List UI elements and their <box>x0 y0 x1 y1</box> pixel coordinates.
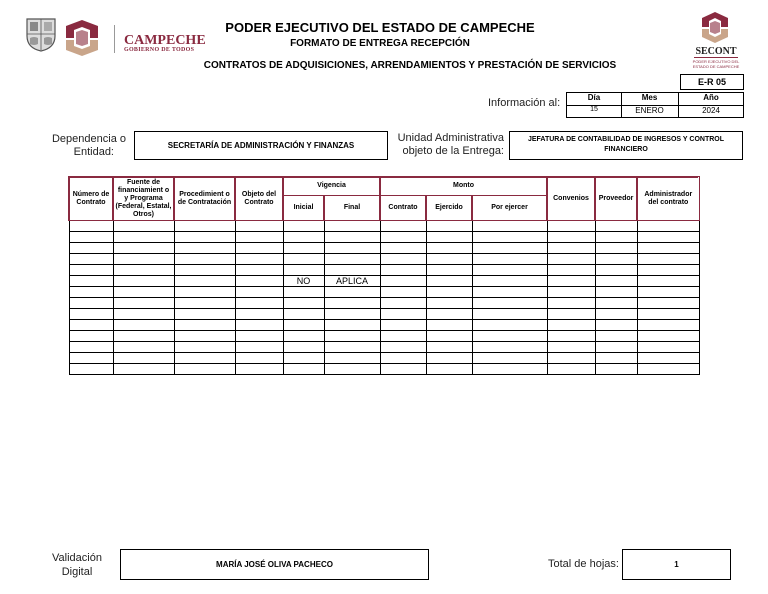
table-cell <box>637 298 699 309</box>
table-cell <box>472 276 547 287</box>
table-cell <box>283 364 324 375</box>
table-cell <box>472 309 547 320</box>
table-cell <box>174 254 235 265</box>
table-cell <box>380 309 426 320</box>
date-box <box>566 92 744 118</box>
table-cell <box>380 254 426 265</box>
table-cell <box>113 342 174 353</box>
table-cell <box>235 298 283 309</box>
table-cell <box>426 309 472 320</box>
page-subtitle: FORMATO DE ENTREGA RECEPCIÓN <box>290 38 470 49</box>
table-cell <box>174 243 235 254</box>
table-cell <box>426 265 472 276</box>
table-cell <box>472 331 547 342</box>
table-row <box>69 331 699 342</box>
table-cell <box>637 276 699 287</box>
table-cell <box>174 298 235 309</box>
table-cell <box>426 276 472 287</box>
table-cell <box>472 342 547 353</box>
col-monto: Monto <box>380 177 547 196</box>
col-convenios: Convenios <box>547 177 595 221</box>
cell-no: NO <box>283 276 324 287</box>
table-cell <box>69 320 113 331</box>
table-cell <box>472 243 547 254</box>
state-shield-logo <box>24 16 58 52</box>
table-cell <box>380 265 426 276</box>
table-row <box>69 309 699 320</box>
table-cell <box>595 320 637 331</box>
table-cell <box>235 287 283 298</box>
table-cell <box>380 232 426 243</box>
logo-divider <box>114 25 115 53</box>
table-row <box>69 232 699 243</box>
table-row <box>69 265 699 276</box>
table-cell <box>69 298 113 309</box>
validacion-label-line2: Digital <box>61 566 93 578</box>
table-cell <box>113 298 174 309</box>
table-cell <box>380 342 426 353</box>
table-cell <box>113 320 174 331</box>
table-cell <box>547 342 595 353</box>
anio-label: Año <box>678 93 744 106</box>
page-title: PODER EJECUTIVO DEL ESTADO DE CAMPECHE <box>225 20 535 35</box>
table-cell <box>595 265 637 276</box>
table-cell <box>547 265 595 276</box>
table-cell <box>472 265 547 276</box>
table-cell <box>637 320 699 331</box>
info-label: Información al: <box>488 97 561 109</box>
table-cell <box>547 243 595 254</box>
col-contrato: Contrato <box>380 196 426 221</box>
total-hojas-field: 1 <box>622 549 731 580</box>
table-cell <box>174 232 235 243</box>
table-cell <box>69 265 113 276</box>
table-row <box>69 243 699 254</box>
table-cell <box>324 287 380 298</box>
table-cell <box>547 309 595 320</box>
table-row <box>69 221 699 232</box>
table-cell <box>324 309 380 320</box>
table-cell <box>235 232 283 243</box>
table-cell <box>595 276 637 287</box>
col-por-ejercer: Por ejercer <box>472 196 547 221</box>
table-row <box>69 353 699 364</box>
table-cell <box>69 353 113 364</box>
col-numero: Número de Contrato <box>69 177 113 221</box>
table-cell <box>174 331 235 342</box>
table-cell <box>472 287 547 298</box>
table-cell <box>174 221 235 232</box>
dependencia-label <box>40 133 126 159</box>
table-cell <box>637 265 699 276</box>
table-cell <box>235 353 283 364</box>
table-cell <box>595 254 637 265</box>
col-fuente: Fuente de financiamient o y Programa (Federal, Estatal, Otros) <box>113 177 174 221</box>
dia-value: 15 <box>567 106 622 118</box>
table-cell <box>547 353 595 364</box>
unidad-label-line1: Unidad Administrativa <box>397 132 504 144</box>
table-cell <box>426 254 472 265</box>
validacion-label-line1: Validación <box>52 552 102 564</box>
table-row <box>69 320 699 331</box>
table-cell <box>426 364 472 375</box>
campeche-logo-icon <box>62 18 102 58</box>
table-cell <box>174 287 235 298</box>
table-cell <box>283 243 324 254</box>
table-cell <box>113 221 174 232</box>
table-cell <box>113 287 174 298</box>
col-inicial: Inicial <box>283 196 324 221</box>
validacion-label <box>40 551 114 579</box>
table-cell <box>235 364 283 375</box>
table-cell <box>113 309 174 320</box>
table-cell <box>69 331 113 342</box>
validacion-field: MARÍA JOSÉ OLIVA PACHECO <box>120 549 429 580</box>
table-cell <box>283 232 324 243</box>
table-cell <box>595 342 637 353</box>
secont-subtitle: PODER EJECUTIVO DEL ESTADO DE CAMPECHE <box>692 59 740 69</box>
table-cell <box>235 243 283 254</box>
table-cell <box>283 221 324 232</box>
col-vigencia: Vigencia <box>283 177 380 196</box>
table-cell <box>174 265 235 276</box>
table-cell <box>380 320 426 331</box>
table-cell <box>283 298 324 309</box>
table-cell <box>380 221 426 232</box>
table-cell <box>595 221 637 232</box>
col-procedimiento: Procedimient o de Contratación <box>174 177 235 221</box>
table-cell <box>113 243 174 254</box>
table-cell <box>472 232 547 243</box>
table-cell <box>69 287 113 298</box>
brand-name: CAMPECHE <box>124 33 206 48</box>
table-cell <box>426 243 472 254</box>
unidad-label <box>394 132 504 158</box>
table-cell <box>283 320 324 331</box>
form-code: E-R 05 <box>680 74 744 90</box>
table-cell <box>426 353 472 364</box>
mes-value: ENERO <box>621 106 679 118</box>
table-cell <box>637 287 699 298</box>
table-cell <box>324 320 380 331</box>
table-cell <box>324 232 380 243</box>
secont-rule <box>694 57 738 58</box>
table-cell <box>235 320 283 331</box>
table-cell <box>69 276 113 287</box>
table-cell <box>547 276 595 287</box>
table-cell <box>637 364 699 375</box>
table-cell <box>69 243 113 254</box>
table-cell <box>113 232 174 243</box>
table-cell <box>235 309 283 320</box>
table-cell <box>113 265 174 276</box>
table-cell <box>380 276 426 287</box>
table-cell <box>283 254 324 265</box>
table-cell <box>426 331 472 342</box>
table-cell <box>547 254 595 265</box>
table-row <box>69 364 699 375</box>
table-cell <box>547 364 595 375</box>
table-body <box>69 221 699 375</box>
dependencia-label-line2: Entidad: <box>73 146 114 158</box>
table-cell <box>380 331 426 342</box>
table-cell <box>547 331 595 342</box>
secont-logo-icon <box>698 10 732 44</box>
table-cell <box>235 254 283 265</box>
table-cell <box>547 232 595 243</box>
table-cell <box>380 298 426 309</box>
table-cell <box>426 287 472 298</box>
table-cell <box>547 298 595 309</box>
table-row <box>69 342 699 353</box>
table-cell <box>69 342 113 353</box>
table-cell <box>283 353 324 364</box>
mes-label: Mes <box>621 93 679 106</box>
table-cell <box>324 353 380 364</box>
table-cell <box>637 331 699 342</box>
table-cell <box>174 353 235 364</box>
col-proveedor: Proveedor <box>595 177 637 221</box>
table-cell <box>595 243 637 254</box>
table-cell <box>637 353 699 364</box>
table-cell <box>324 298 380 309</box>
table-cell <box>283 287 324 298</box>
table-cell <box>637 342 699 353</box>
table-cell <box>324 243 380 254</box>
total-hojas-label: Total de hojas: <box>548 558 619 570</box>
table-cell <box>283 331 324 342</box>
table-row <box>69 298 699 309</box>
table-cell <box>113 364 174 375</box>
table-cell <box>235 342 283 353</box>
unidad-label-line2: objeto de la Entrega: <box>402 145 504 157</box>
contracts-table <box>68 176 700 375</box>
table-cell <box>283 342 324 353</box>
cell-aplica: APLICA <box>324 276 380 287</box>
table-cell <box>595 309 637 320</box>
table-cell <box>472 298 547 309</box>
col-ejercido: Ejercido <box>426 196 472 221</box>
table-cell <box>595 287 637 298</box>
table-cell <box>472 364 547 375</box>
table-cell <box>380 353 426 364</box>
table-cell <box>113 353 174 364</box>
table-cell <box>637 254 699 265</box>
table-cell <box>174 276 235 287</box>
table-cell <box>637 243 699 254</box>
table-top-rule <box>68 176 698 178</box>
table-cell <box>113 331 174 342</box>
table-cell <box>174 342 235 353</box>
col-objeto: Objeto del Contrato <box>235 177 283 221</box>
table-cell <box>324 331 380 342</box>
table-cell <box>472 320 547 331</box>
dia-label: Día <box>567 93 622 106</box>
unidad-field: JEFATURA DE CONTABILIDAD DE INGRESOS Y CONTROL FINANCIERO <box>509 131 743 160</box>
dependencia-label-line1: Dependencia o <box>51 133 126 145</box>
table-cell <box>637 309 699 320</box>
table-cell <box>426 342 472 353</box>
dependencia-field: SECRETARÍA DE ADMINISTRACIÓN Y FINANZAS <box>134 131 388 160</box>
table-cell <box>595 331 637 342</box>
table-cell <box>380 287 426 298</box>
table-cell <box>174 309 235 320</box>
col-administrador: Administrador del contrato <box>637 177 699 221</box>
table-cell <box>235 221 283 232</box>
table-cell <box>637 221 699 232</box>
table-cell <box>324 265 380 276</box>
table-cell <box>235 331 283 342</box>
table-cell <box>324 342 380 353</box>
table-cell <box>69 364 113 375</box>
table-cell <box>426 320 472 331</box>
table-cell <box>472 353 547 364</box>
table-row <box>69 276 699 287</box>
table-cell <box>472 221 547 232</box>
table-cell <box>324 364 380 375</box>
table-cell <box>547 320 595 331</box>
table-cell <box>595 298 637 309</box>
table-cell <box>174 364 235 375</box>
table-cell <box>380 243 426 254</box>
table-cell <box>547 221 595 232</box>
table-cell <box>324 221 380 232</box>
table-cell <box>595 364 637 375</box>
table-cell <box>595 232 637 243</box>
table-row <box>69 287 699 298</box>
table-cell <box>595 353 637 364</box>
brand-subtitle: GOBIERNO DE TODOS <box>124 47 195 53</box>
table-cell <box>113 254 174 265</box>
table-cell <box>69 309 113 320</box>
table-cell <box>426 232 472 243</box>
table-cell <box>69 232 113 243</box>
table-cell <box>637 232 699 243</box>
table-cell <box>380 364 426 375</box>
table-cell <box>283 265 324 276</box>
table-cell <box>472 254 547 265</box>
table-row <box>69 254 699 265</box>
table-cell <box>113 276 174 287</box>
secont-name: SECONT <box>695 46 737 57</box>
col-final: Final <box>324 196 380 221</box>
table-cell <box>426 221 472 232</box>
table-cell <box>174 320 235 331</box>
table-cell <box>69 254 113 265</box>
table-cell <box>283 309 324 320</box>
anio-value: 2024 <box>702 106 720 115</box>
section-title: CONTRATOS DE ADQUISICIONES, ARRENDAMIENTOS Y PRESTACIÓN DE SERVICIOS <box>203 60 617 71</box>
table-cell <box>235 265 283 276</box>
table-cell <box>324 254 380 265</box>
table-cell <box>69 221 113 232</box>
table-cell <box>426 298 472 309</box>
table-cell <box>235 276 283 287</box>
table-cell <box>547 287 595 298</box>
